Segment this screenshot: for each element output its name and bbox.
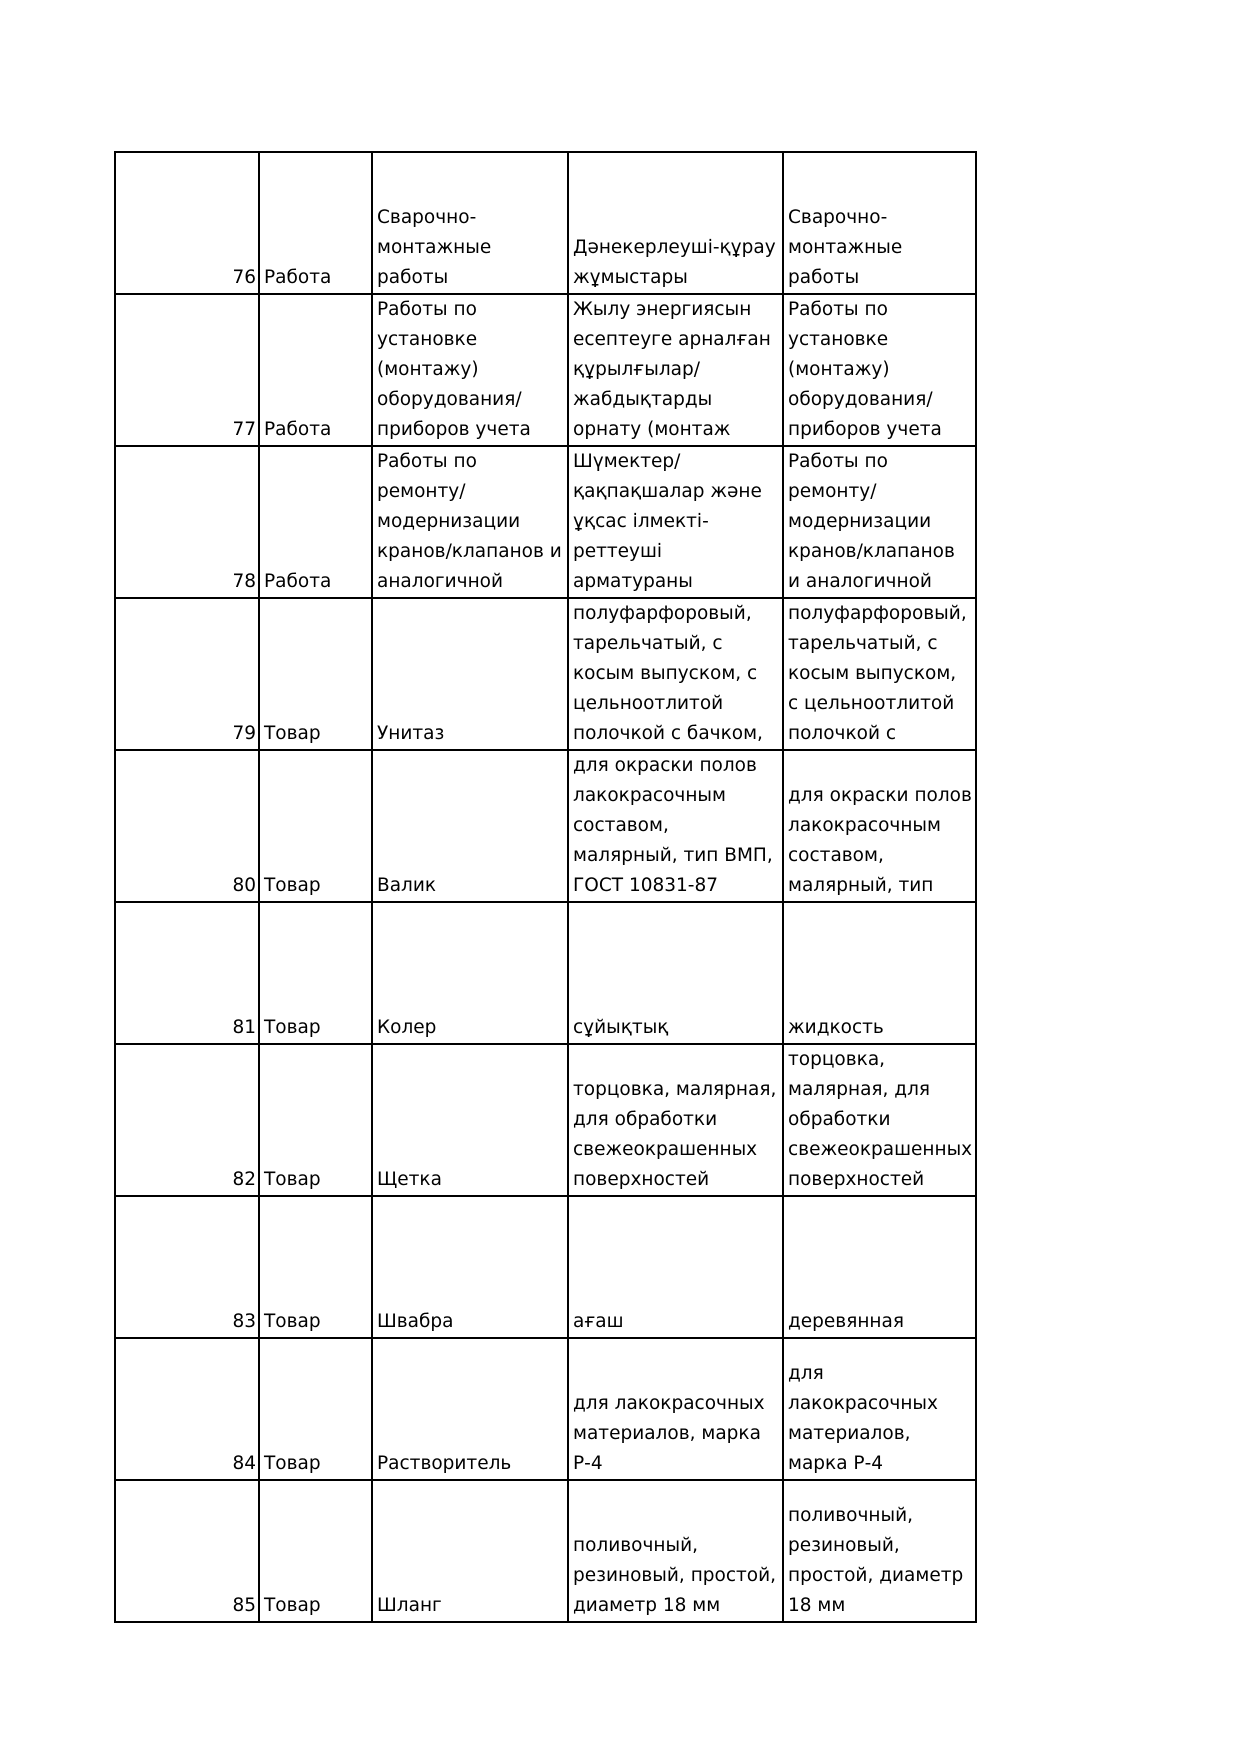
row-number: 77 [115,294,259,446]
item-name: Шланг [372,1480,568,1622]
description-kz-text: для окраски полов лакокрасочным составом, малярный, тип ВМП, ГОСТ 10831-87 [573,755,773,896]
table-row [115,294,976,446]
description-kz [568,152,783,294]
item-name: Работы по установке (монтажу) оборудования/приборов учета [372,294,568,446]
item-name: Растворитель [372,1338,568,1480]
item-type: Товар [259,750,372,902]
description-ru-text: торцовка, малярная, для обработки свежеокрашенных поверхностей [788,1049,973,1190]
description-kz-text: сұйықтық [573,1017,669,1038]
item-type: Товар [259,1480,372,1622]
item-type: Товар [259,1196,372,1338]
item-type: Работа [259,152,372,294]
description-kz [568,750,783,902]
description-kz-text: Дәнекерлеуші-құрау жұмыстары [573,237,776,288]
description-kz-text: торцовка, малярная, для обработки свежеокрашенных поверхностей [573,1079,777,1190]
description-ru [783,1044,976,1196]
row-number: 80 [115,750,259,902]
table-row [115,1044,976,1196]
row-number: 81 [115,902,259,1044]
table-row [115,750,976,902]
item-name: Швабра [372,1196,568,1338]
description-ru [783,446,976,598]
description-ru-text: для лакокрасочных материалов, марка Р-4 [788,1363,938,1474]
description-kz [568,598,783,750]
table-row [115,446,976,598]
row-number: 83 [115,1196,259,1338]
description-ru-text: жидкость [788,1017,884,1038]
item-type: Товар [259,902,372,1044]
items-table [114,151,977,1623]
description-kz [568,1196,783,1338]
description-kz-text: ағаш [573,1311,624,1332]
item-type: Работа [259,446,372,598]
description-ru-text: деревянная [788,1311,904,1332]
description-ru-text: Работы по установке (монтажу) оборудования/приборов учета [788,299,942,440]
item-type: Товар [259,1044,372,1196]
row-number: 78 [115,446,259,598]
description-ru [783,1480,976,1622]
description-ru [783,902,976,1044]
description-ru [783,598,976,750]
description-ru-text: полуфарфоровый, тарельчатый, с косым выпуском, с цельноотлитой полочкой с [788,603,967,744]
item-name: Валик [372,750,568,902]
description-ru [783,152,976,294]
description-kz [568,1044,783,1196]
item-type: Работа [259,294,372,446]
row-number: 85 [115,1480,259,1622]
description-kz-text: полуфарфоровый, тарельчатый, с косым выпуском, с цельноотлитой полочкой с бачком, [573,603,763,744]
item-type: Товар [259,598,372,750]
description-ru [783,750,976,902]
description-ru [783,294,976,446]
description-kz [568,294,783,446]
description-kz [568,446,783,598]
description-ru-text: для окраски полов лакокрасочным составом, малярный, тип [788,785,972,896]
row-number: 84 [115,1338,259,1480]
description-kz-text: Шүмектер/қақпақшалар және ұқсас ілмекті-реттеуші арматураны [573,451,762,592]
table-row [115,1338,976,1480]
item-name: Щетка [372,1044,568,1196]
item-type: Товар [259,1338,372,1480]
row-number: 76 [115,152,259,294]
item-name: Работы по ремонту/модернизации кранов/клапанов и аналогичной [372,446,568,598]
description-ru-text: Сварочно-монтажные работы [788,207,903,288]
item-name: Сварочно-монтажные работы [372,152,568,294]
table-row [115,152,976,294]
description-kz [568,1338,783,1480]
description-ru-text: Работы по ремонту/модернизации кранов/клапанов и аналогичной [788,451,955,592]
description-ru [783,1338,976,1480]
item-name: Унитаз [372,598,568,750]
row-number: 82 [115,1044,259,1196]
description-ru [783,1196,976,1338]
description-kz-text: для лакокрасочных материалов, марка Р-4 [573,1393,765,1474]
description-ru-text: поливочный, резиновый, простой, диаметр 18 мм [788,1505,964,1616]
items-table-body [115,152,976,1622]
description-kz [568,902,783,1044]
table-row [115,1196,976,1338]
row-number: 79 [115,598,259,750]
description-kz [568,1480,783,1622]
table-row [115,902,976,1044]
description-kz-text: Жылу энергиясын есептеуге арналған құрылғылар/жабдықтарды орнату (монтаж [573,299,771,440]
table-row [115,598,976,750]
description-kz-text: поливочный, резиновый, простой, диаметр 18 мм [573,1535,777,1616]
table-row [115,1480,976,1622]
item-name: Колер [372,902,568,1044]
